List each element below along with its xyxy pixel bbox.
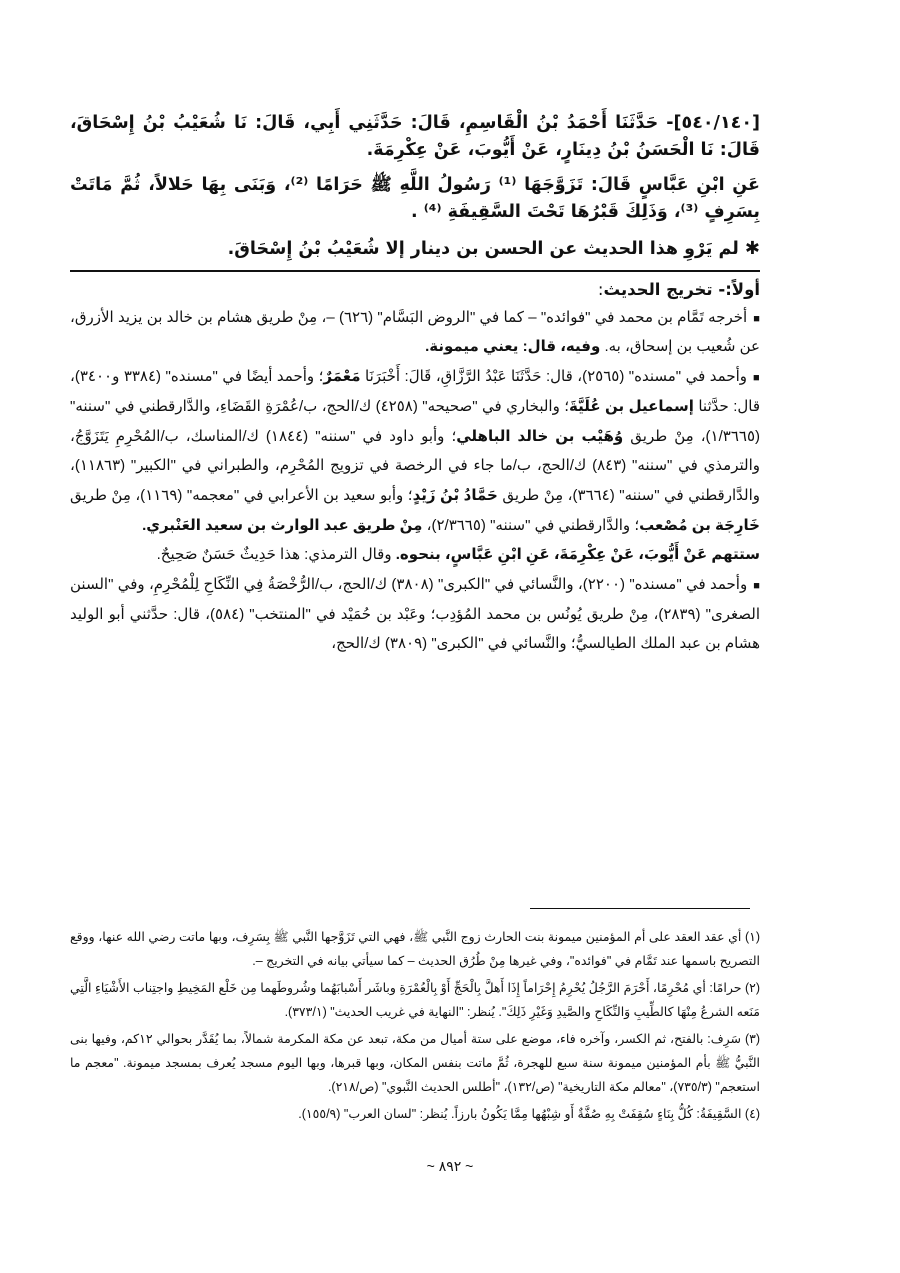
section-heading-text: أولاً:- تخريج الحديث	[603, 279, 760, 299]
paragraph-text: ؛ وأحمد أيضًا في "مسنده" (٣٣٨٤ و٣٤٠٠)، قال: حدَّثنا	[70, 368, 761, 415]
section-heading	[70, 280, 760, 299]
footnote-1: (١) أي عقد العقد على أم المؤمنين ميمونة بنت الحارث زوج النَّبي ﷺ، فهي التي تَزَوَّجها النَّبي ﷺ بِسَرِف، وبها ماتت رضي الله عنها، ووقع التصريح باسمها عند تَمَّام في "فوائده"، وفي غيرها مِنْ طُرُق الحديث – كما سيأتي بيانه في التخريج –.	[70, 930, 760, 969]
hadith-number: [٥٤٠/١٤٠]	[673, 113, 760, 133]
paragraph-text: ؛ والبخاري في "صحيحه" (٤٢٥٨) ك/الحج، ب/عُمْرَةِ القَضَاءِ، والدَّارقطني في "سننه" (١/٣٦٦٥)، مِنْ طريق	[70, 397, 760, 445]
bullet-icon: ■	[753, 312, 760, 325]
bullet-icon: ■	[753, 372, 760, 385]
bullet-icon: ■	[753, 579, 760, 592]
section-heading-colon: :	[597, 279, 604, 299]
asterisk-icon: ✱	[744, 237, 760, 259]
footnote-4: (٤) السَّقِيفَةُ: كُلُّ بِنَاءٍ سُقِفَتْ بِهِ صُفَّةٌ أَو شِبْهُها مِمَّا يَكُونُ بارزاً. يُنظر: "لسان العرب" (١٥٥/٩).	[298, 1106, 760, 1121]
takhrij-paragraph-3	[70, 540, 760, 570]
takhrij-paragraph-1	[70, 303, 760, 362]
hadith-verdict	[70, 235, 760, 262]
hadith-text	[70, 110, 760, 227]
paragraph-bold-text: وفيه، قال: يعني ميمونة.	[425, 338, 605, 356]
footnote-divider	[530, 908, 750, 909]
takhrij-body	[70, 303, 760, 659]
page-content	[70, 110, 760, 659]
narrator-name: وُهَيْب بن خالد الباهلي	[456, 427, 624, 445]
paragraph-text: ؛ وأبو داود في "سننه" (١٨٤٤) ك/المناسك، ب/المُحْرِمِ يَتَزَوَّجُ، والترمذي في "سننه" (٨٤٣) ك/الحج، ب/ما جاء في الرخصة في تزويج المُحْرِم، والطبراني في "الكبير" (١١٨٦٣)، والدَّارقطني في "سننه" (٣٦٦٤)، مِنْ طريق	[70, 427, 760, 504]
paragraph-text: وقال الترمذي: هذا حَدِيثٌ حَسَنٌ صَحِيحٌ.	[156, 546, 396, 564]
page-number: ~ ٨٩٢ ~	[426, 1158, 474, 1174]
section-divider	[70, 270, 760, 272]
paragraph-text: وأحمد في "مسنده" (٢٥٦٥)، قال: حَدَّثَنَا عَبْدُ الرَّزَّاقِ، قَالَ: أَخْبَرَنَا	[360, 368, 748, 386]
paragraph-text: ؛ والدَّارقطني في "سننه" (٢/٣٦٦٥)،	[422, 516, 640, 534]
takhrij-paragraph-2	[70, 362, 760, 540]
narrator-name: مِنْ طريق عبد الوارث بن سعيد العَنْبري.	[142, 516, 423, 534]
footnote-2: (٢) حرامًا: أي مُحْرِمًا، أَحْرَمَ الرَّجُلُ يُحْرِمُ إِحْرَاماً إِذَا أَهلَّ بِالْحَجِّ أَوْ بِالْعُمْرَةِ وباشَر أَسْبابَهُما وشُروطَهما مِن خَلْع المَخِيطِ واجتِناب الأَشْيَاءِ الَّتِي مَنَعه الشرعُ مِنْهَا كالطِّيبِ وَالنِّكَاحِ والصَّيدِ وَغَيْرِ ذَلِكَ". يُنظر: "النهاية في غريب الحديث" (٣٧٣/١).	[70, 980, 760, 1020]
paragraph-bold-text: ستتهم عَنْ أَيُّوبَ، عَنْ عِكْرِمَةَ، عَنِ ابْنِ عَبَّاسٍ، بنحوه.	[395, 546, 760, 564]
hadith-matn: عَنِ ابْنِ عَبَّاسٍ قَالَ: تَزَوَّجَهَا ⁽¹⁾ رَسُولُ اللَّهِ ﷺ حَرَامًا ⁽²⁾، وَبَنَى بِهَا حَلالاً، ثُمَّ مَاتَتْ بِسَرِفٍ ⁽³⁾، وَذَلِكَ قَبْرُهَا تَحْتَ السَّقِيفَةِ ⁽⁴⁾ .	[70, 175, 760, 223]
narrator-name: إسماعيل بن عُلَيَّةَ	[569, 397, 694, 415]
narrator-name: خَارِجَة بن مُصْعب	[639, 516, 760, 534]
verdict-text: لم يَرْوِ هذا الحديث عن الحسن بن دينار إلا شُعَيْبُ بْنُ إِسْحَاقَ.	[227, 238, 739, 259]
paragraph-text: وأحمد في "مسنده" (٢٢٠٠)، والنَّسائي في "الكبرى" (٣٨٠٨) ك/الحج، ب/الرُّخْصَةُ فِي النِّكَاحِ لِلْمُحْرِمِ، وفي "السنن الصغرى" (٢٨٣٩)، مِنْ طريق يُونُس بن محمد المُؤدِب؛ وعَبْد بن حُمَيْد في "المنتخب" (٥٨٤)، قال: حدَّثني أبو الوليد هشام بن عبد الملك الطيالسيُّ؛ والنَّسائي في "الكبرى" (٣٨٠٩) ك/الحج،	[70, 575, 760, 653]
footnotes	[70, 925, 760, 1128]
narrator-name: مَعْمَرٌ	[323, 368, 361, 386]
paragraph-text: ؛ وأبو سعيد بن الأعرابي في "معجمه" (١١٦٩)، مِنْ طريق	[70, 486, 413, 504]
paragraph-text: أخرجه تَمَّام بن محمد في "فوائده" – كما في "الروض البَسَّام" (٦٢٦) –، مِنْ طريق هشام بن خالد بن يزيد الأزرق، عن شُعيب بن إسحاق، به.	[70, 308, 760, 356]
hadith-isnad-text: - حَدَّثَنَا أَحْمَدُ بْنُ الْقَاسِمِ، قَالَ: حَدَّثَنِي أَبِي، قَالَ: نَا شُعَيْبُ بْنُ إِسْحَاقَ، قَالَ: نَا الْحَسَنُ بْنُ دِينَارٍ، عَنْ أَيُّوبَ، عَنْ عِكْرِمَةَ.	[70, 113, 760, 161]
hadith-isnad	[70, 110, 760, 164]
takhrij-paragraph-4	[70, 570, 760, 659]
narrator-name: حَمَّادُ بْنُ زَيْدٍ	[412, 486, 498, 504]
footnote-3: (٣) سَرِف: بالفتح، ثم الكسر، وآخره فاء، موضع على ستة أميال من مكة، تبعد عن مكة المكرمة شمالاً، بما يُقَدَّر بحوالي ١٢كم، وفيها بنى النَّبيُّ ﷺ بأم المؤمنين ميمونة سنة سبع للهجرة، ثُمَّ ماتت بنفس المكان، وبها قبرها، وبها اليوم مسجد يُعرف بمسجد ميمونة. "معجم ما استعجم" (٧٣٥/٣)، "معالم مكة التاريخية" (ص/١٣٢)، "أطلس الحديث النَّبوي" (ص/٢١٨).	[70, 1031, 760, 1095]
